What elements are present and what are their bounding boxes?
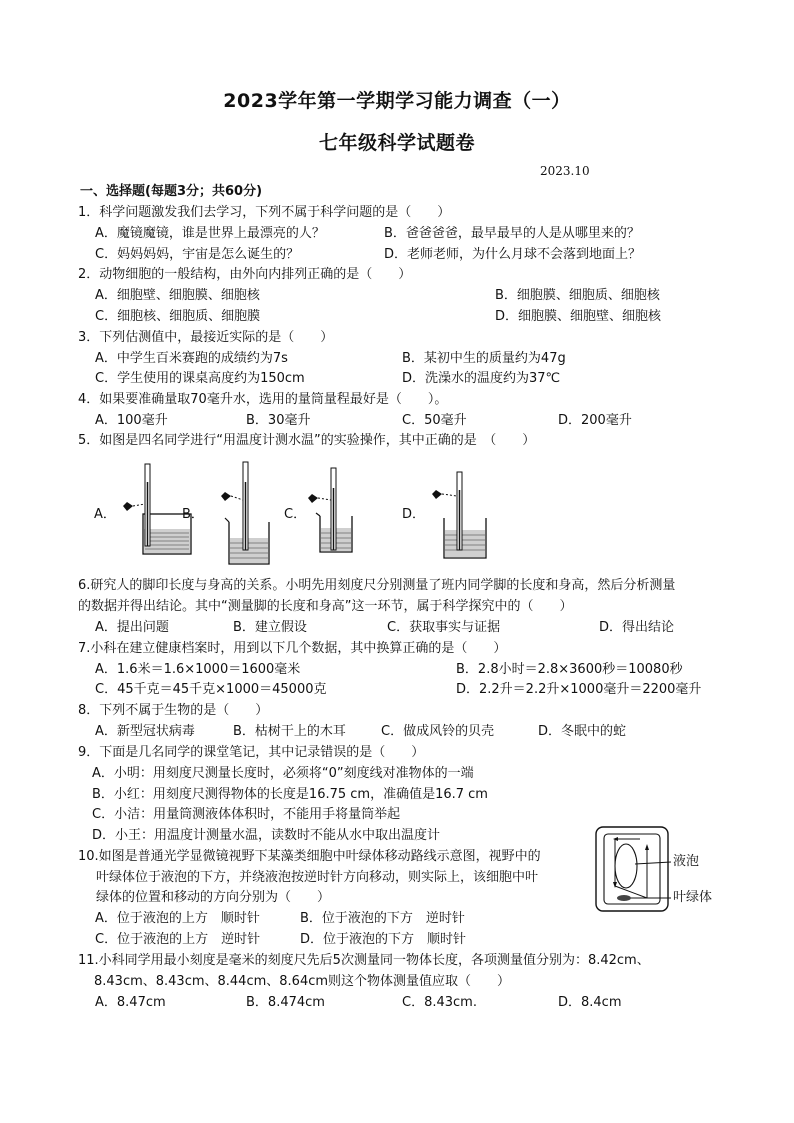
- q7-option-a: A．1.6米＝1.6×1000＝1600毫米: [95, 662, 301, 677]
- chloroplast-shape: [617, 895, 631, 901]
- q1-option-d: D．老师老师，为什么月球不会落到地面上？: [384, 247, 642, 262]
- q10-stem-line3: 绿体的位置和移动的方向分别为（ ）: [96, 890, 331, 905]
- q3-option-c: C．学生使用的课桌高度约为150cm: [95, 371, 305, 386]
- thermometer-figure-b: [215, 460, 285, 570]
- q5-stem: 5．如图是四名同学进行“用温度计测水温”的实验操作，其中正确的是 （ ）: [78, 433, 536, 448]
- thermometer-figure-a: [115, 462, 185, 562]
- q8-option-b: B．枯树干上的木耳: [233, 724, 346, 739]
- q4-option-b: B．30毫升: [246, 413, 311, 428]
- q10-option-c: C．位于液泡的上方 逆时针: [95, 932, 261, 947]
- q4-stem: 4．如果要准确量取70毫升水，选用的量筒量程最好是（ ）。: [78, 392, 448, 407]
- q3-option-a: A．中学生百米赛跑的成绩约为7s: [95, 351, 288, 366]
- vacuole-label: 液泡: [673, 854, 700, 869]
- q11-stem-line2: 8.43cm、8.43cm、8.44cm、8.64cm则这个物体测量值应取（ ）: [94, 974, 511, 989]
- chloroplast-label: 叶绿体: [673, 890, 713, 905]
- q9-option-d: D．小王：用温度计测量水温，读数时不能从水中取出温度计: [92, 828, 441, 843]
- exam-title: 2023学年第一学期学习能力调查（一）: [223, 90, 571, 112]
- q10-option-a: A．位于液泡的上方 顺时针: [95, 911, 260, 926]
- q9-stem: 9．下面是几名同学的课堂笔记，其中记录错误的是（ ）: [78, 745, 425, 760]
- q7-stem: 7.小科在建立健康档案时，用到以下几个数据，其中换算正确的是（ ）: [78, 641, 507, 656]
- q5-option-b: B．: [182, 507, 204, 522]
- q11-option-d: D．8.4cm: [558, 995, 622, 1010]
- thermometer-figure-c: [300, 466, 370, 556]
- q8-stem: 8．下列不属于生物的是（ ）: [78, 703, 269, 718]
- q10-stem-line2: 叶绿体位于液泡的下方，并绕液泡按逆时针方向移动，则实际上，该细胞中叶: [96, 870, 539, 885]
- q3-option-b: B．某初中生的质量约为47g: [402, 351, 566, 366]
- q4-option-c: C．50毫升: [402, 413, 467, 428]
- q9-option-a: A．小明：用刻度尺测量长度时，必须将“0”刻度线对准物体的一端: [92, 766, 474, 781]
- q10-stem-line1: 10.如图是普通光学显微镜视野下某藻类细胞中叶绿体移动路线示意图，视野中的: [78, 849, 541, 864]
- q7-option-b: B．2.8小时＝2.8×3600秒＝10080秒: [456, 662, 683, 677]
- q11-option-a: A．8.47cm: [95, 995, 166, 1010]
- q6-option-d: D．得出结论: [599, 620, 675, 635]
- q7-option-d: D．2.2升＝2.2升×1000毫升＝2200毫升: [456, 682, 702, 697]
- q6-stem-line1: 6.研究人的脚印长度与身高的关系。小明先用刻度尺分别测量了班内同学脚的长度和身高，然后分析测量: [78, 578, 676, 593]
- q2-option-d: D．细胞膜、细胞壁、细胞核: [495, 309, 662, 324]
- q5-option-a: A．: [94, 507, 116, 522]
- q11-stem-line1: 11.小科同学用最小刻度是毫米的刻度尺先后5次测量同一物体长度，各项测量值分别为：8.42cm、: [78, 953, 650, 968]
- q5-option-c: C．: [284, 507, 307, 522]
- q2-option-b: B．细胞膜、细胞质、细胞核: [495, 288, 660, 303]
- q7-option-c: C．45千克＝45千克×1000＝45000克: [95, 682, 327, 697]
- exam-subtitle: 七年级科学试题卷: [318, 132, 475, 154]
- q2-option-c: C．细胞核、细胞质、细胞膜: [95, 309, 261, 324]
- q1-option-c: C．妈妈妈妈，宇宙是怎么诞生的？: [95, 247, 300, 262]
- q11-option-c: C．8.43cm.: [402, 995, 477, 1010]
- q1-stem: 1．科学问题激发我们去学习，下列不属于科学问题的是（ ）: [78, 205, 451, 220]
- q6-stem-line2: 的数据并得出结论。其中“测量脚的长度和身高”这一环节，属于科学探究中的（ ）: [78, 599, 573, 614]
- q11-option-b: B．8.474cm: [246, 995, 325, 1010]
- q4-option-d: D．200毫升: [558, 413, 632, 428]
- q8-option-d: D．冬眠中的蛇: [538, 724, 627, 739]
- cell-diagram: [595, 826, 670, 912]
- q9-option-b: B．小红：用刻度尺测得物体的长度是16.75 cm，准确值是16.7 cm: [92, 787, 488, 802]
- q3-option-d: D．洗澡水的温度约为37℃: [402, 371, 561, 386]
- q10-option-b: B．位于液泡的下方 逆时针: [300, 911, 465, 926]
- q2-stem: 2．动物细胞的一般结构，由外向内排列正确的是（ ）: [78, 267, 412, 282]
- q5-option-d: D．: [402, 507, 426, 522]
- q10-option-d: D．位于液泡的下方 顺时针: [300, 932, 467, 947]
- q2-option-a: A．细胞壁、细胞膜、细胞核: [95, 288, 260, 303]
- q9-option-c: C．小洁：用量筒测液体体积时，不能用手将量筒举起: [92, 807, 401, 822]
- q1-option-b: B．爸爸爸爸，最早最早的人是从哪里来的？: [384, 226, 640, 241]
- exam-date: 2023.10: [540, 164, 590, 178]
- q8-option-c: C．做成风铃的贝壳: [381, 724, 495, 739]
- q6-option-a: A．提出问题: [95, 620, 169, 635]
- section-heading: 一、选择题(每题3分；共60分): [80, 184, 263, 199]
- q3-stem: 3．下列估测值中，最接近实际的是（ ）: [78, 330, 334, 345]
- vacuole-shape: [615, 844, 637, 888]
- q1-option-a: A．魔镜魔镜，谁是世界上最漂亮的人？: [95, 226, 325, 241]
- q6-option-c: C．获取事实与证据: [387, 620, 501, 635]
- thermometer-figure-d: [422, 470, 492, 560]
- q6-option-b: B．建立假设: [233, 620, 307, 635]
- q4-option-a: A．100毫升: [95, 413, 168, 428]
- q8-option-a: A．新型冠状病毒: [95, 724, 195, 739]
